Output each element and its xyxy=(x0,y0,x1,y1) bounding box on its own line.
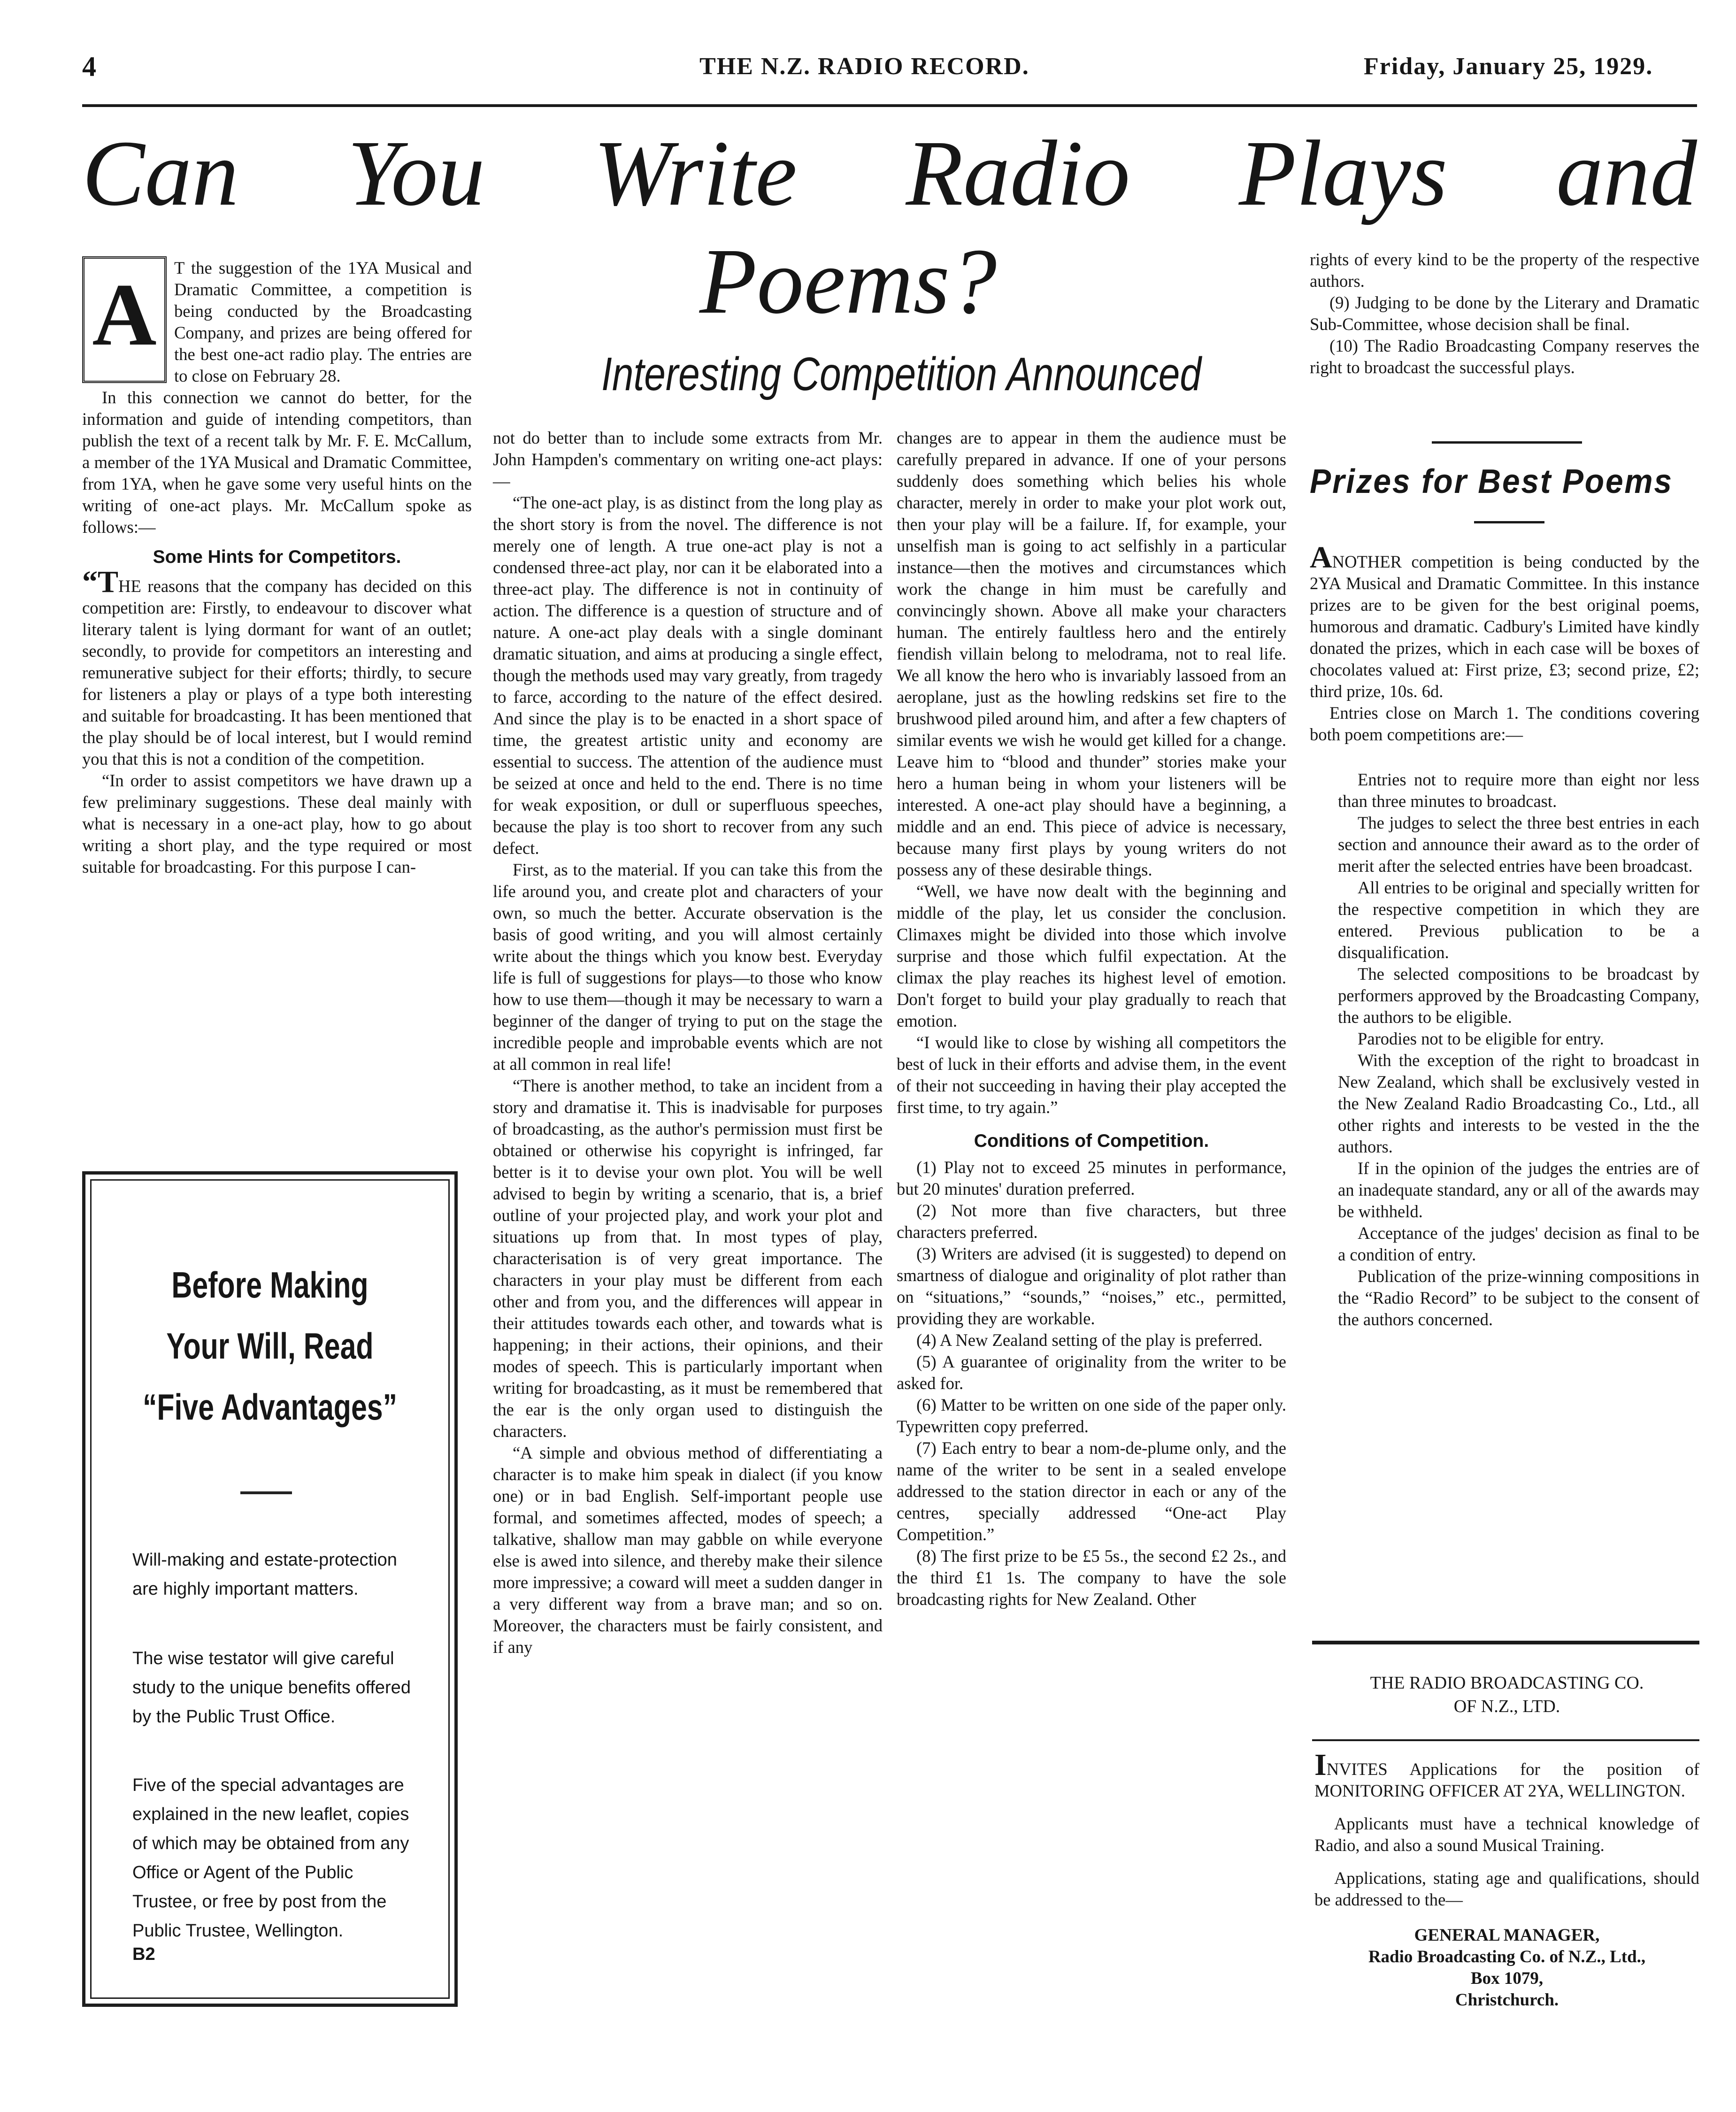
paragraph xyxy=(82,565,472,770)
paragraph-text: HE reasons that the company has decided on this competition are: Firstly, to endeavour to discover what literary talent is lying dormant for want of an outlet; secondly, to provide for competitors an interesting and remunerative subject for their efforts; thirdly, to secure for listeners a play or plays of a type both interesting and suitable for broadcasting. It has been mentioned that the play should be of local interest, but I would remind you that this is not a condition of the competition. xyxy=(82,576,472,768)
condition-item: (8) The first prize to be £5 5s., the second £2 2s., and the third £1 1s. The company to have the sole broadcasting rights for New Zealand. Other xyxy=(897,1546,1286,1609)
condition-item: (10) The Radio Broadcasting Company reserves the right to broadcast the successful plays. xyxy=(1310,336,1699,377)
public-trust-advert xyxy=(82,1171,458,2007)
advert-title-line: Before Making xyxy=(171,1264,369,1306)
paragraph xyxy=(1310,540,1699,702)
headline-word: and xyxy=(1556,122,1697,225)
condition-item: (9) Judging to be done by the Literary and Dramatic Sub-Committee, whose decision shall be final. xyxy=(1310,293,1699,334)
page-number: 4 xyxy=(82,51,97,82)
rule-item: The judges to select the three best entries in each section and announce their award as to the order of merit after the selected entries have been broadcast. xyxy=(1338,813,1699,876)
condition-item: (7) Each entry to bear a nom-de-plume only, and the name of the writer to be sent in a sealed envelope addressed to the station director in each or any of the centres, specially addressed “One-act Play Competition.” xyxy=(897,1438,1286,1544)
address-line: Christchurch. xyxy=(1455,1990,1559,2010)
advert-paragraph: Five of the special advantages are explained in the new leaflet, copies of which may be obtained from any Office or Agent of the Public Trustee, or free by post from the Public Trustee, Wellington. xyxy=(132,1775,409,1941)
headline-word: Write xyxy=(593,122,797,225)
headline xyxy=(82,122,1697,225)
dropcap-letter: “T xyxy=(82,565,119,599)
dropcap-letter: A xyxy=(1310,540,1332,575)
condition-item: (3) Writers are advised (it is suggested) to depend on smartness of dialogue and originality of plot rather than on “situations,” “sounds,” “noises,” etc., permitted, providing they are workable. xyxy=(897,1244,1286,1328)
paragraph: “In order to assist competitors we have drawn up a few preliminary suggestions. These deal mainly with what is necessary in a one-act play, how to go about writing a short play, and the type required or most suitable for broadcasting. For this purpose I can- xyxy=(82,771,472,876)
paragraph: Applicants must have a technical knowledge of Radio, and also a sound Musical Training. xyxy=(1314,1814,1699,1855)
dropcap-letter: A xyxy=(92,266,157,364)
headline-word: Plays xyxy=(1238,122,1448,225)
paragraph: Entries close on March 1. The conditions covering both poem competitions are:— xyxy=(1310,703,1699,744)
condition-item: (5) A guarantee of originality from the writer to be asked for. xyxy=(897,1352,1286,1393)
paragraph: “A simple and obvious method of differentiating a character is to make him speak in dialect (if you know one) or in bad English. Self-important people use formal, and sometimes affected, modes of speech; a talkative, shallow man may gabble on while everyone else is awed into silence, and thereby make their silence more impressive; a coward will meet a sudden danger in a very different way from a brave man; and so on. Moreover, the characters must be fairly consistent, and if any xyxy=(493,1443,883,1657)
paragraph: “The one-act play, is as distinct from the long play as the short story is from the novel. The difference is not merely one of length. A true one-act play is not a condensed three-act play, nor can it be elaborated into a three-act play. The difference is not in continuity of action. The difference is a question of structure and of nature. A one-act play deals with a single dominant dramatic situation, and aims at producing a single effect, though the methods used may vary greatly, from tragedy to farce, according to the nature of the effect desired. And since the play is to be enacted in a short space of time, the greatest artistic unity and economy are essential to success. The attention of the audience must be seized at once and held to the end. There is no time for weak exposition, or dull or superfluous speeches, because the play is too short to recover from any such defect. xyxy=(493,493,883,858)
paragraph: rights of every kind to be the property of the respective authors. xyxy=(1310,250,1699,291)
company-name-line: THE RADIO BROADCASTING CO. xyxy=(1370,1673,1644,1693)
advert-code: B2 xyxy=(132,1944,155,1964)
masthead-rule xyxy=(82,104,1697,107)
section-heading: Some Hints for Competitors. xyxy=(153,547,401,567)
address-title: GENERAL MANAGER, xyxy=(1414,1926,1600,1945)
column-divider xyxy=(1474,521,1544,523)
paragraph xyxy=(1314,1748,1699,1802)
advert-paragraph: Will-making and estate-protection are highly important matters. xyxy=(132,1550,397,1599)
column-divider xyxy=(1432,441,1582,444)
poems-heading: Prizes for Best Poems xyxy=(1310,463,1673,500)
intro-paragraph xyxy=(82,257,472,387)
condition-item: (1) Play not to exceed 25 minutes in performance, but 20 minutes' duration preferred. xyxy=(897,1158,1286,1198)
ornamental-dropcap xyxy=(82,256,167,383)
headline-word: Can xyxy=(82,122,239,225)
rule-item: All entries to be original and specially written for the respective competition in which they are entered. Previous publication to be a disqualification. xyxy=(1338,878,1699,962)
rule-item: Publication of the prize-winning compositions in the “Radio Record” to be subject to the consent of the authors concerned. xyxy=(1338,1267,1699,1329)
rule-item: If in the opinion of the judges the entries are of an inadequate standard, any or all of the awards may be withheld. xyxy=(1338,1159,1699,1221)
notice-rule xyxy=(1312,1739,1699,1741)
subheadline: Interesting Competition Announced xyxy=(601,348,1201,400)
issue-date: Friday, January 25, 1929. xyxy=(1364,53,1653,80)
dropcap-letter: I xyxy=(1314,1748,1327,1782)
advert-title-line: “Five Advantages” xyxy=(142,1386,398,1428)
intro-text: T the suggestion of the 1YA Musical and Dramatic Committee, a competition is being conducted by the Broadcasting Company, and prizes are being offered for the best one-act radio play. The entries are to close on February 28. xyxy=(174,258,472,385)
column-1 xyxy=(82,257,472,878)
column-4-top xyxy=(1310,249,1699,378)
paragraph-text: NOTHER competition is being conducted by the 2YA Musical and Dramatic Committee. In this instance prizes are to be given for the best original poems, humorous and dramatic. Cadbury's Limited have kindly donated the prizes, which in each case will be boxes of chocolates valued at: First prize, £3; second prize, £2; third prize, 10s. 6d. xyxy=(1310,552,1699,701)
paper-name: THE N.Z. RADIO RECORD. xyxy=(699,53,1029,80)
paragraph: In this connection we cannot do better, for the information and guide of intending competitors, than publish the text of a recent talk by Mr. F. E. McCallum, a member of the 1YA Musical and Dramatic Committee, from 1YA, when he gave some very useful hints on the writing of one-act plays. Mr. McCallum spoke as follows:— xyxy=(82,388,472,537)
company-name-line: OF N.Z., LTD. xyxy=(1453,1697,1560,1716)
condition-item: (6) Matter to be written on one side of the paper only. Typewritten copy preferred. xyxy=(897,1395,1286,1436)
rule-item: The selected compositions to be broadcast by performers approved by the Broadcasting Company, the authors to be eligible. xyxy=(1338,964,1699,1027)
rule-item: Entries not to require more than eight nor less than three minutes to broadcast. xyxy=(1338,770,1699,811)
advert-title-line: Your Will, Read xyxy=(166,1325,374,1367)
vacancy-notice xyxy=(1314,1748,1699,2011)
paragraph: Applications, stating age and qualifications, should be addressed to the— xyxy=(1314,1868,1699,1909)
column-2 xyxy=(493,427,883,1658)
paragraph: “Well, we have now dealt with the beginning and middle of the play, let us consider the conclusion. Climaxes might be divided into those which involve surprise and those which fulfil expectation. At the climax the play reaches its highest level of emotion. Don't forget to build your play gradually to reach that emotion. xyxy=(897,882,1286,1030)
paragraph: “There is another method, to take an incident from a story and dramatise it. This is inadvisable for purposes of broadcasting, as the author's permission must first be obtained or otherwise his copyright is infringed, far better is it to devise your own plot. You will be well advised to begin by writing a scenario, that is, a brief outline of your projected play, and work your plot and situations up from that. In most types of play, characterisation is of very great importance. The characters in your play must be different from each other and from you, and the differences will appear in their attitudes towards each other, and towards what is happening; in their actions, their opinions, and their modes of speech. This is particularly important when writing for broadcasting, as it must be remembered that the ear is the only organ used to distinguish the characters. xyxy=(493,1076,883,1441)
rule-item: Acceptance of the judges' decision as final to be a condition of entry. xyxy=(1338,1223,1699,1264)
rule-item: With the exception of the right to broadcast in New Zealand, which shall be exclusively vested in the New Zealand Radio Broadcasting Co., Ltd., all other rights and interests to be vested in the the authors. xyxy=(1338,1051,1699,1156)
notice-top-rule xyxy=(1312,1641,1699,1644)
rule-item: Parodies not to be eligible for entry. xyxy=(1358,1029,1604,1048)
section-heading: Conditions of Competition. xyxy=(974,1131,1209,1151)
advert-paragraph: The wise testator will give careful study to the unique benefits offered by the Public Trust Office. xyxy=(132,1649,411,1727)
advert-title xyxy=(126,1254,414,1437)
company-name xyxy=(1314,1671,1699,1718)
address-line: Box 1079, xyxy=(1470,1969,1544,1988)
column-3 xyxy=(897,427,1286,1610)
paragraph: First, as to the material. If you can take this from the life around you, and create plot and characters of your own, so much the better. Accurate observation is the basis of good writing, and you will almost certainly write about the things which you know best. Everyday life is full of suggestions for plays—to those who know how to use them—though it may be necessary to warn a beginner of the danger of trying to put on the stage the incredible people and improbable events which are not at all common in real life! xyxy=(493,860,883,1074)
headline-line2: Poems? xyxy=(699,230,997,333)
condition-item: (2) Not more than five characters, but three characters preferred. xyxy=(897,1201,1286,1242)
headline-word: You xyxy=(347,122,485,225)
paragraph: changes are to appear in them the audience must be carefully prepared in advance. If one of your persons suddenly does something which belies his whole character, merely in order to make your plot work out, then your play will be a failure. If, for example, your unselfish man is going to act selfishly in a particular instance—then the motives and circumstances which work the change in him must be carefully and convincingly shown. Above all make your characters human. The entirely faultless hero and the entirely fiendish villain belong to melodrama, not to real life. We all know the hero who is invariably lassoed from an aeroplane, just as the howling redskins set fire to the brushwood piled around him, and after a few chapters of similar events we wish he would get killed for a change. Leave him to “blood and thunder” stories make your hero a human being in whom your listeners will be interested. A one-act play should have a beginning, a middle and an end. This piece of advice is necessary, because many first plays by young writers do not possess any of these desirable things. xyxy=(897,428,1286,879)
advert-divider xyxy=(240,1491,292,1494)
column-4-poems xyxy=(1310,540,1699,1330)
poem-conditions xyxy=(1310,769,1699,1330)
address-line: Radio Broadcasting Co. of N.Z., Ltd., xyxy=(1368,1947,1646,1966)
headline-word: Radio xyxy=(906,122,1130,225)
condition-item: (4) A New Zealand setting of the play is preferred. xyxy=(916,1330,1263,1350)
paragraph: “I would like to close by wishing all competitors the best of luck in their efforts and advise them, in the event of their not succeeding in having their play accepted the first time, to try again.” xyxy=(897,1033,1286,1117)
paragraph: not do better than to include some extracts from Mr. John Hampden's commentary on writing one-act plays:— xyxy=(493,428,883,491)
address-block xyxy=(1314,1925,1699,2011)
paragraph-text: NVITES Applications for the position of MONITORING OFFICER AT 2YA, WELLINGTON. xyxy=(1314,1759,1699,1800)
